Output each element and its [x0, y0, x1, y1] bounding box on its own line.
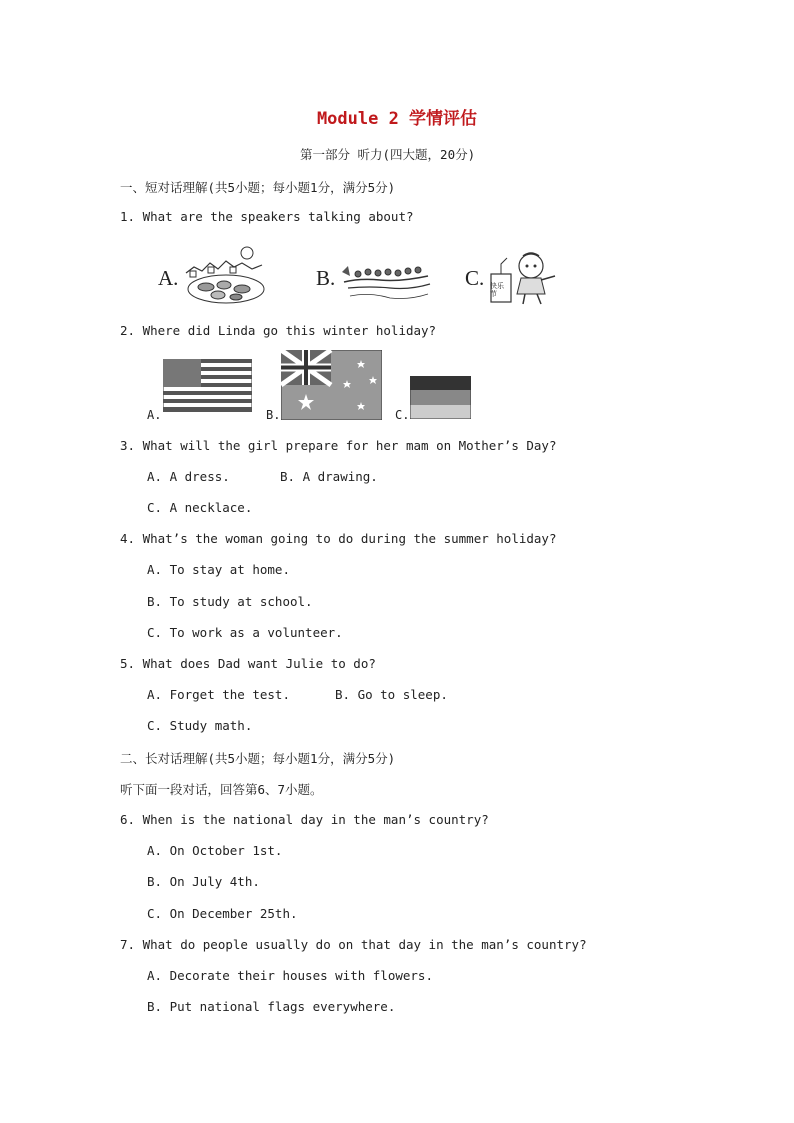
q2-label-a: A. — [147, 408, 162, 422]
q1-label-b: B. — [316, 266, 336, 290]
q3-option-a: A. A dress. — [147, 469, 230, 484]
question-1: 1. What are the speakers talking about? — [120, 209, 414, 224]
q6-option-a: A. On October 1st. — [147, 843, 283, 858]
q4-option-b: B. To study at school. — [147, 594, 313, 609]
question-6: 6. When is the national day in the man’s country? — [120, 812, 489, 827]
q3-option-b: B. A drawing. — [280, 469, 378, 484]
q2-flag-australia — [281, 350, 382, 420]
q7-option-a: A. Decorate their houses with flowers. — [147, 968, 433, 983]
q4-option-a: A. To stay at home. — [147, 562, 290, 577]
q2-flag-usa — [163, 359, 252, 412]
q5-option-c: C. Study math. — [147, 718, 253, 733]
q6-option-c: C. On December 25th. — [147, 906, 298, 921]
section2-intro: 听下面一段对话，回答第6、7小题。 — [120, 782, 323, 797]
q1-picture-a-festival-food — [182, 245, 268, 307]
q1-label-a: A. — [158, 266, 179, 290]
q2-label-c: C. — [395, 408, 410, 422]
q5-option-b: B. Go to sleep. — [335, 687, 448, 702]
part-heading: 第一部分 听力(四大题，20分) — [300, 147, 476, 162]
q4-option-c: C. To work as a volunteer. — [147, 625, 343, 640]
q2-flag-germany — [410, 376, 471, 419]
q1-picture-b-dragon-boat — [340, 252, 434, 306]
question-3: 3. What will the girl prepare for her mam on Mother’s Day? — [120, 438, 557, 453]
q5-option-a: A. Forget the test. — [147, 687, 290, 702]
page-title: Module 2 学情评估 — [316, 109, 478, 129]
question-2: 2. Where did Linda go this winter holiday? — [120, 323, 437, 338]
question-5: 5. What does Dad want Julie to do? — [120, 656, 376, 671]
section1-heading: 一、短对话理解(共5小题；每小题1分，满分5分) — [120, 180, 396, 195]
q1-c-sign-text: 快乐节 — [490, 282, 504, 298]
question-7: 7. What do people usually do on that day in the man’s country? — [120, 937, 587, 952]
section2-heading: 二、长对话理解(共5小题；每小题1分，满分5分) — [120, 751, 396, 766]
q7-option-b: B. Put national flags everywhere. — [147, 999, 396, 1014]
question-4: 4. What’s the woman going to do during the summer holiday? — [120, 531, 557, 546]
q2-label-b: B. — [266, 408, 281, 422]
q1-label-c: C. — [465, 266, 485, 290]
q6-option-b: B. On July 4th. — [147, 874, 260, 889]
q3-option-c: C. A necklace. — [147, 500, 253, 515]
